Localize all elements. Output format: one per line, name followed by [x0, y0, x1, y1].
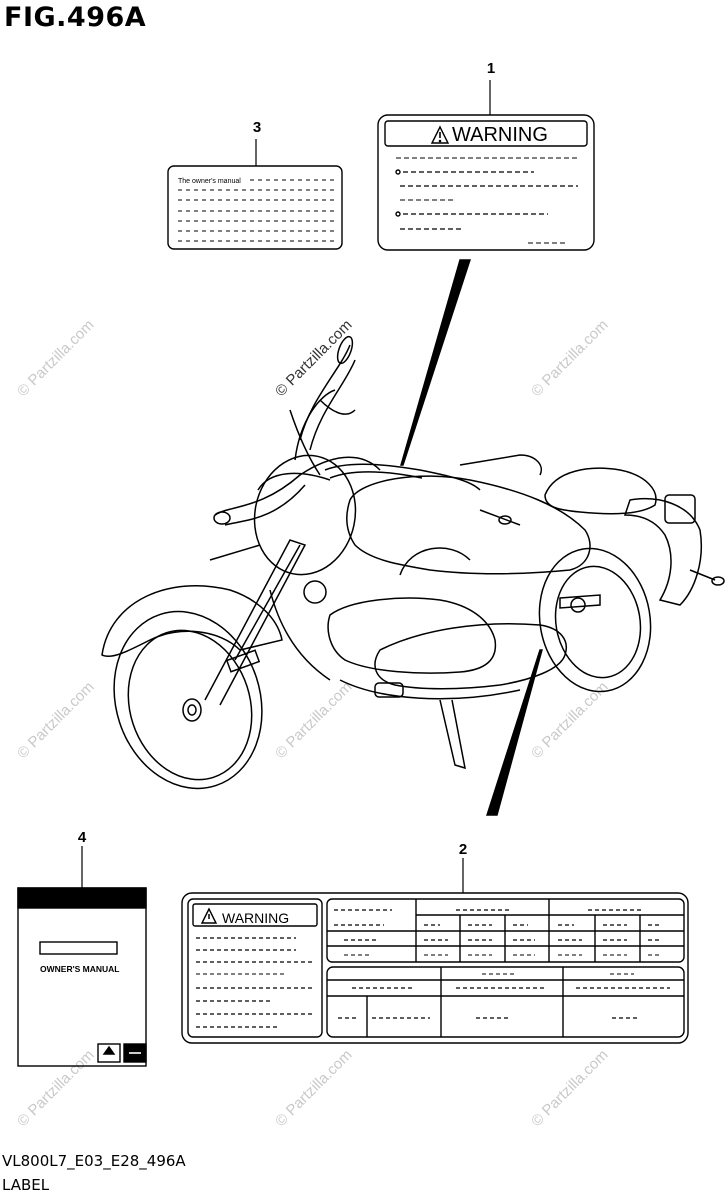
callout-1: 1 — [486, 60, 496, 77]
label-4-title: OWNER'S MANUAL — [40, 964, 120, 974]
watermark: © Partzilla.com — [528, 1046, 612, 1131]
watermark: © Partzilla.com — [528, 316, 612, 401]
label-2-heading: WARNING — [222, 910, 290, 926]
label-2-sticker — [182, 858, 688, 1043]
label-1-heading: WARNING — [452, 124, 548, 146]
callout-4: 4 — [77, 829, 87, 846]
label-3-text: The owner's manual — [178, 178, 241, 185]
figure-title: FIG.496A — [4, 2, 147, 33]
watermark: © Partzilla.com — [14, 1046, 98, 1131]
label-3-sticker — [168, 139, 342, 249]
watermark: © Partzilla.com — [14, 678, 98, 763]
watermark: © Partzilla.com — [272, 678, 356, 763]
figure-code: VL800L7_E03_E28_496A — [2, 1152, 186, 1170]
label-1-sticker — [378, 80, 594, 250]
watermark-center: © Partzilla.com — [272, 316, 356, 401]
watermark: © Partzilla.com — [14, 316, 98, 401]
watermark: © Partzilla.com — [528, 678, 612, 763]
motorcycle-drawing — [92, 335, 724, 808]
callout-2: 2 — [458, 841, 468, 858]
figure-category: LABEL — [2, 1176, 50, 1194]
callout-3: 3 — [252, 119, 262, 136]
label-4-booklet — [18, 846, 146, 1066]
watermark: © Partzilla.com — [272, 1046, 356, 1131]
